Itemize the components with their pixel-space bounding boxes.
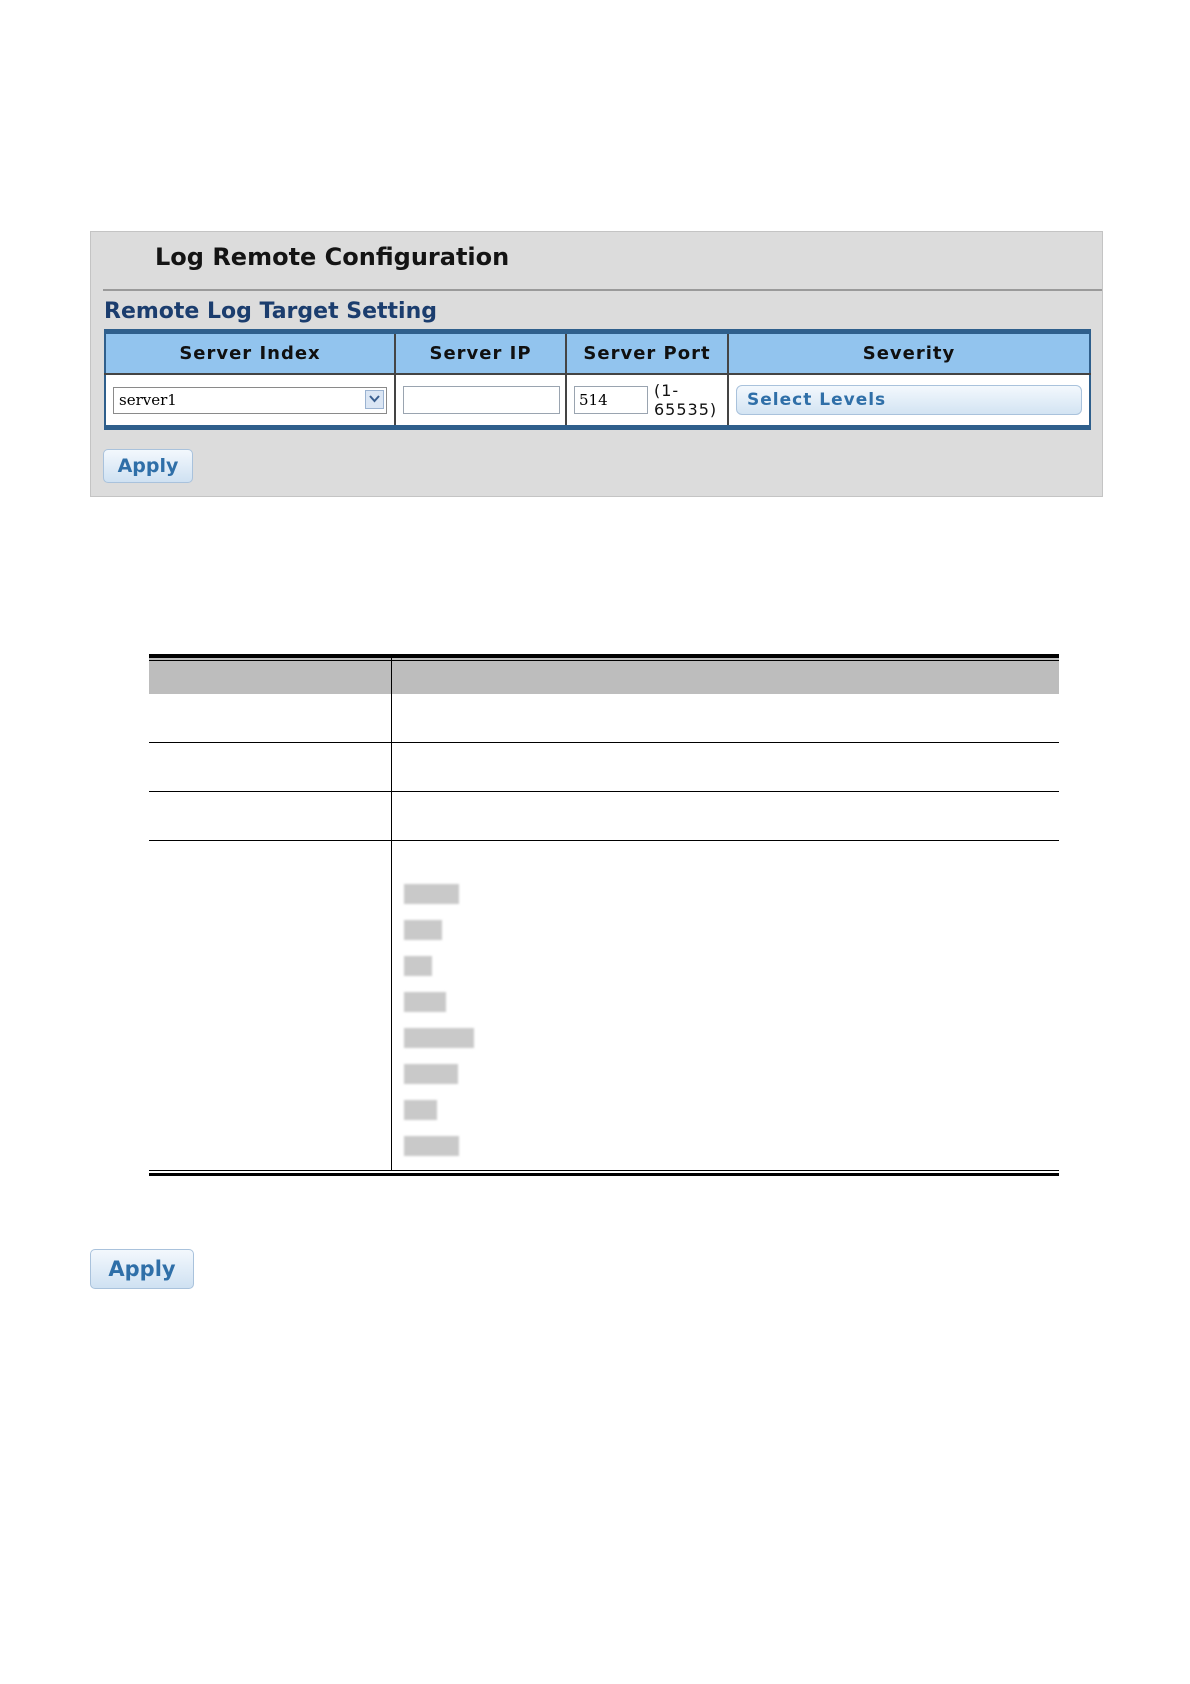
blurred-text [404,992,446,1012]
table-row [105,374,1090,428]
table-header-row [105,332,1090,375]
blurred-text [404,884,459,904]
description-table-header [149,654,1059,694]
column-divider [391,743,392,791]
column-divider [391,792,392,840]
panel-apply-button[interactable]: Apply [103,449,193,483]
column-divider [391,841,392,1170]
table-bottom-rule [149,1170,1059,1171]
column-header-severity: Severity [728,332,1090,375]
blurred-text [404,1028,474,1048]
table-row [149,694,1059,743]
server-index-select[interactable] [113,387,387,414]
server-index-cell [105,374,395,428]
severity-cell [728,374,1090,428]
column-header-server-index: Server Index [105,332,395,375]
description-table [149,654,1059,1176]
page-title: Log Remote Configuration [155,243,510,271]
apply-button[interactable]: Apply [90,1249,194,1289]
select-levels-button[interactable]: Select Levels [736,385,1082,415]
server-ip-cell [395,374,566,428]
table-row [149,841,1059,1170]
table-row [149,792,1059,841]
blurred-text [404,1136,459,1156]
blurred-text [404,920,442,940]
server-port-input[interactable] [574,386,648,414]
column-divider [391,658,392,694]
table-bottom-rule [149,1173,1059,1176]
server-ip-input[interactable] [403,386,560,414]
column-header-server-ip: Server IP [395,332,566,375]
section-title: Remote Log Target Setting [104,299,437,324]
server-port-cell [566,374,728,428]
chevron-down-icon[interactable] [365,390,384,409]
log-remote-config-panel [90,231,1103,497]
remote-log-target-table [104,329,1091,430]
title-divider [103,289,1102,291]
server-port-range: (1-65535) [654,381,718,419]
server-index-value: server1 [119,390,177,409]
blurred-text [404,1064,458,1084]
blurred-text [404,1100,437,1120]
blurred-text [404,956,432,976]
column-header-server-port: Server Port [566,332,728,375]
column-divider [391,694,392,742]
table-row [149,743,1059,792]
